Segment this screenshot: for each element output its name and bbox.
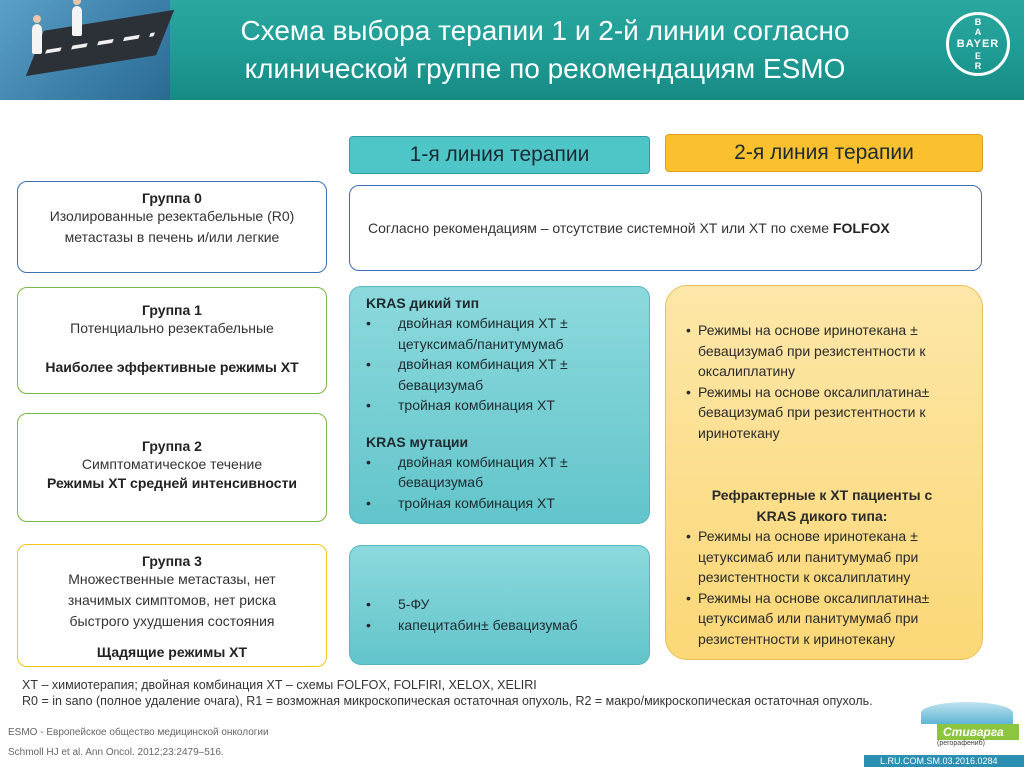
first-line-group-3 [349,545,650,665]
refractory-header-line: Рефрактерные к ХТ пациенты с [711,487,933,503]
document-code: L.RU.COM.SM.03.2016.0284 [864,755,1024,767]
header-banner [0,0,1024,100]
doctor-figure-icon [72,6,82,36]
footnote-line: ХТ – химиотерапия; двойная комбинация ХТ – схемы FOLFOX, FOLFIRI, XELOX, XELIRI [22,678,537,692]
group-3-regimen-list [366,594,639,635]
recommendation-text: Согласно рекомендациям – отсутствие системной ХТ или ХТ по схеме [368,220,833,236]
title-line-2: клинической группе по рекомендациям ESMO [244,53,846,84]
group-3-box [17,544,327,667]
group-desc: быстрого ухудшения состояния [69,613,275,629]
list-item-continuation: бевацизумаб [398,474,484,490]
first-line-header: 1-я линия терапии [349,136,650,174]
doctor-figure-icon [32,24,42,54]
references [8,723,269,763]
list-item-continuation: резистентности к оксалиплатину [698,569,911,585]
second-line-header: 2-я линия терапии [665,134,983,172]
refractory-header-line: KRAS дикого типа: [756,507,888,524]
kras-wild-list [366,313,639,416]
brand-sub: (регорафениб) [937,740,985,747]
list-item-continuation: цетуксимаб или панитумумаб при [698,548,919,565]
logo-vertical-bottom: E R [974,51,982,71]
logo-text: BAYER [956,38,1000,50]
reference-esmo: ESMO - Европейское общество медицинской онкологии [8,727,269,738]
stivarga-logo [915,702,1019,752]
list-item-continuation: оксалиплатину [698,363,796,379]
group-0-box [17,181,327,273]
logo-vertical-top: B A [974,17,982,37]
group-desc: значимых симптомов, нет риска [67,592,277,608]
title-line-1: Схема выбора терапии 1 и 2-й линии согласно [240,15,850,46]
list-item-continuation: резистентности к иринотекану [698,630,895,647]
group-title: Группа 0 [142,190,202,206]
list-item-continuation: цетуксимаб/панитумумаб [398,335,564,352]
brand-name: Стиварга [937,724,1019,740]
group-regimen: Режимы ХТ средней интенсивности [46,475,298,491]
group-1-box [17,287,327,394]
group-2-box [17,413,327,522]
group-title: Группа 3 [142,553,202,569]
kras-mutation-header: KRAS мутации [366,433,469,450]
list-item: • двойная комбинация ХТ ± [366,313,639,334]
list-item: • двойная комбинация ХТ ± [366,452,639,473]
list-item-continuation: цетуксимаб или панитумумаб при [698,610,919,626]
page-title [180,12,910,88]
recommendation-scheme: FOLFOX [832,220,890,236]
group-desc: Множественные метастазы, нет [68,571,276,587]
list-item-continuation: бевацизумаб при резистентности к [698,404,926,420]
group-title: Группа 2 [142,438,202,454]
list-item: • Режимы на основе оксалиплатина± [686,588,970,609]
group-title: Группа 1 [142,302,202,318]
list-item: • тройная комбинация ХТ [366,493,639,514]
footnote-line: R0 = in sano (полное удаление очага), R1 = возможная микроскопическая остаточная опухоль, R2 = макро/микроскопическая остаточная опухоль. [22,694,873,708]
kras-wild-header: KRAS дикий тип [366,295,480,311]
list-item: • Режимы на основе иринотекана ± [686,526,970,547]
second-line-box [665,285,983,660]
list-item: • Режимы на основе иринотекана ± [686,320,970,341]
group-desc: Изолированные резектабельные (R0) [49,208,295,224]
list-item: • 5-ФУ [366,594,639,615]
list-item: • капецитабин± бевацизумаб [366,615,639,636]
logo-wave-icon [921,702,1013,724]
refractory-header [686,485,956,526]
list-item: • двойная комбинация ХТ ± [366,354,639,375]
list-item: • тройная комбинация ХТ [366,395,639,416]
first-line-groups-1-2 [349,286,650,524]
road-illustration [0,0,170,100]
group-regimen: Наиболее эффективные режимы ХТ [45,359,299,375]
kras-mutation-list [366,452,639,514]
group-regimen: Щадящие режимы ХТ [96,644,248,660]
reference-citation: Schmoll HJ et al. Ann Oncol. 2012;23:2479–516. [8,747,224,758]
footnotes [22,677,922,709]
group-0-recommendation [349,185,982,271]
group-desc: Симптоматическое течение [81,456,263,472]
road-image [26,10,174,76]
list-item: • Режимы на основе оксалиплатина± [686,382,970,403]
list-item-continuation: иринотекану [698,424,780,441]
list-item-continuation: бевацизумаб [398,376,484,393]
group-desc: Потенциально резектабельные [70,320,274,336]
list-item-continuation: бевацизумаб при резистентности к [698,342,926,359]
refractory-list [686,526,970,649]
bayer-logo [946,12,1010,76]
group-desc: метастазы в печень и/или легкие [64,229,280,245]
second-line-list [686,320,970,443]
